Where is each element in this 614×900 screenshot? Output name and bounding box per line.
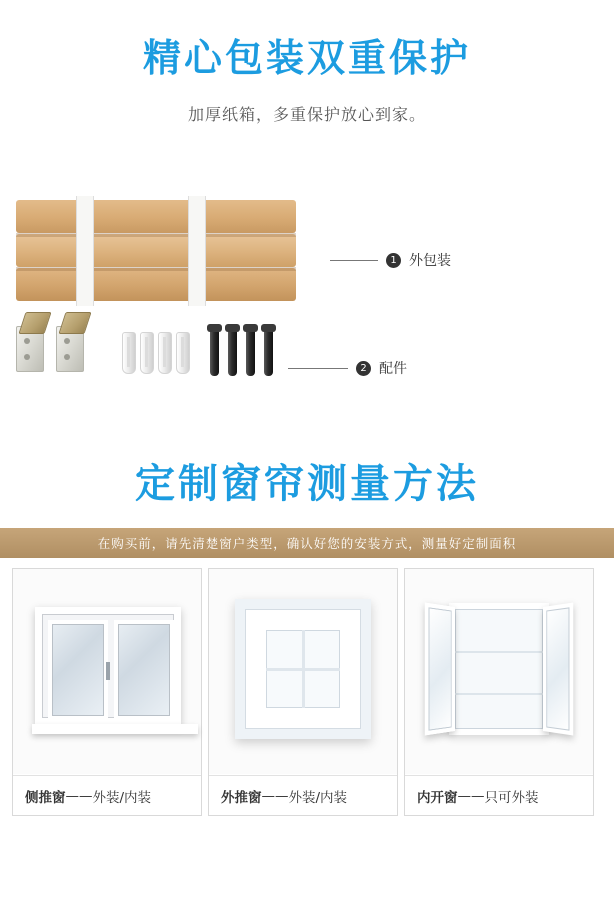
screw-head	[261, 324, 276, 332]
window-card-caption	[13, 775, 201, 815]
caption-separator: ——	[65, 787, 93, 804]
bracket-arm	[18, 312, 51, 334]
window-card-sliding	[12, 568, 202, 816]
window-leaf-left	[425, 602, 455, 735]
callout-label: 外包装	[409, 253, 451, 269]
window-grid-bar	[455, 651, 543, 653]
window-image-sliding	[13, 569, 201, 774]
window-card-outward	[208, 568, 398, 816]
window-type-name: 外推窗	[221, 789, 262, 806]
bracket-hole	[24, 338, 30, 344]
carton-illustration	[16, 200, 296, 300]
window-type-name: 内开窗	[417, 789, 458, 806]
window-type-name: 侧推窗	[25, 789, 66, 806]
window-leaf-right	[543, 602, 573, 735]
screw-head	[207, 324, 222, 332]
callout-outer-packaging	[330, 250, 451, 270]
window-card-inward	[404, 568, 594, 816]
window-handle	[106, 662, 110, 680]
window-card-caption	[405, 775, 593, 815]
accessories-illustration	[14, 310, 304, 380]
screw	[264, 328, 273, 376]
wall-plug	[158, 332, 172, 374]
carton-edge	[16, 267, 296, 271]
window-card-caption	[209, 775, 397, 815]
packaging-title: 精心包装双重保护	[142, 36, 471, 80]
carton-slab	[16, 268, 296, 301]
window-sill	[32, 724, 198, 734]
callout-index-badge: 1	[386, 253, 401, 268]
wall-plug	[140, 332, 154, 374]
packaging-section	[0, 0, 614, 440]
window-frame	[449, 603, 549, 735]
window-install-modes: 外装/内装	[92, 789, 152, 806]
window-grid-bar	[455, 693, 543, 695]
window-image-outward	[209, 569, 397, 774]
carton-slab	[16, 200, 296, 233]
screw-head	[243, 324, 258, 332]
bracket-hole	[64, 338, 70, 344]
measuring-instruction-band: 在购买前，请先清楚窗户类型，确认好您的安装方式，测量好定制面积	[0, 528, 614, 558]
window-sash	[114, 620, 174, 720]
screw-head	[225, 324, 240, 332]
window-glass	[259, 623, 347, 715]
window-sash	[48, 620, 108, 720]
sliding-window-art	[35, 607, 181, 725]
mounting-bracket	[56, 312, 90, 370]
screw	[210, 328, 219, 376]
carton-edge	[16, 233, 296, 237]
carton-slab	[16, 234, 296, 267]
carton-strap	[188, 196, 206, 306]
callout-index-badge: 2	[356, 361, 371, 376]
outward-window-art	[235, 599, 371, 739]
caption-separator: ——	[457, 787, 485, 804]
bracket-hole	[24, 354, 30, 360]
leader-line	[288, 368, 348, 369]
window-mullion-horizontal	[266, 668, 340, 671]
mounting-bracket	[16, 312, 50, 370]
wall-plug	[122, 332, 136, 374]
bracket-arm	[58, 312, 91, 334]
callout-accessories	[288, 358, 407, 378]
caption-separator: ——	[261, 787, 289, 804]
packaging-subtitle: 加厚纸箱，多重保护放心到家。	[187, 104, 426, 124]
callout-label: 配件	[379, 361, 407, 377]
measuring-section	[0, 440, 614, 816]
window-install-modes: 外装/内装	[288, 789, 348, 806]
measuring-title: 定制窗帘测量方法	[135, 461, 479, 507]
bracket-hole	[64, 354, 70, 360]
packaging-photo	[0, 180, 614, 410]
inward-window-art	[421, 597, 577, 741]
window-type-cards	[0, 558, 614, 816]
screw	[228, 328, 237, 376]
window-image-inward	[405, 569, 593, 774]
wall-plug	[176, 332, 190, 374]
window-install-modes: 只可外装	[484, 789, 539, 806]
screw	[246, 328, 255, 376]
leader-line	[330, 260, 378, 261]
carton-strap	[76, 196, 94, 306]
